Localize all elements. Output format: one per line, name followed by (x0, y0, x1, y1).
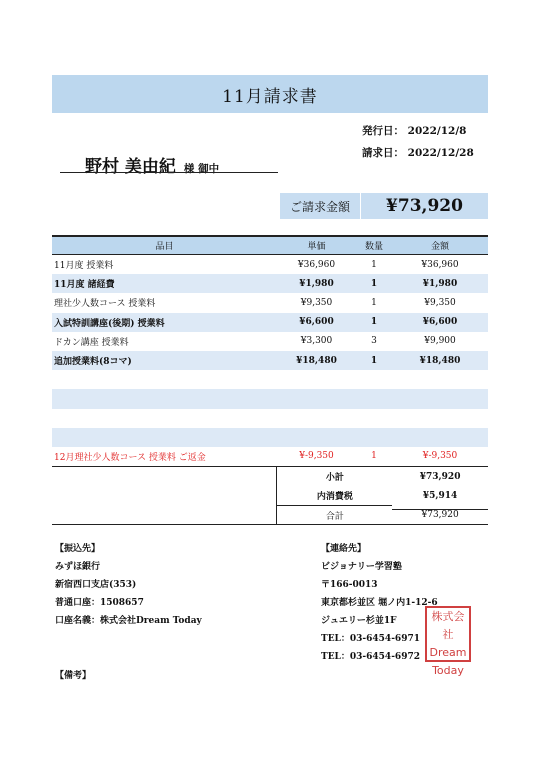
contact-line: ビジョナリー学習塾 (321, 562, 402, 572)
dates-block (362, 120, 474, 164)
table-row (52, 274, 488, 293)
row-amount: ¥36,960 (421, 259, 459, 270)
total-label: ご請求金額 (289, 199, 350, 214)
row-quantity: 1 (370, 355, 378, 366)
grand-total-value: ¥73,920 (392, 509, 488, 520)
row-item: ドカン講座 授業料 (54, 337, 129, 348)
total-amount-box (280, 193, 488, 219)
table-row (52, 293, 488, 312)
memo-heading: 【備考】 (55, 671, 92, 681)
contact-line: ジュエリー杉並1F (321, 616, 397, 626)
row-unit-price: ¥-9,350 (299, 451, 334, 462)
billing-date: 請求日： 2022/12/28 (362, 147, 474, 159)
row-amount: ¥6,600 (422, 317, 458, 328)
row-amount: ¥-9,350 (422, 451, 458, 462)
row-item: 11月度 諸経費 (54, 280, 115, 291)
row-amount: ¥18,480 (419, 355, 461, 366)
refund-row (52, 447, 488, 467)
invoice-title: 11月請求書 (222, 86, 318, 107)
row-item: 11月度 授業料 (54, 261, 114, 272)
header-item: 品目 (155, 242, 174, 252)
row-quantity: 3 (371, 336, 377, 347)
contact-line: 東京都杉並区 堀ノ内1-12-6 (321, 598, 438, 608)
row-amount: ¥9,900 (424, 336, 456, 347)
total-value: ¥73,920 (386, 196, 463, 216)
table-header (52, 235, 488, 255)
header-unit-price: 単価 (307, 242, 326, 252)
issue-date: 発行日： 2022/12/8 (362, 125, 467, 137)
row-amount: ¥1,980 (422, 278, 458, 289)
recipient-name: 野村 美由紀 (85, 157, 176, 177)
header-quantity: 数量 (364, 242, 383, 252)
table-row (52, 255, 488, 274)
row-quantity: 1 (371, 451, 377, 462)
table-row (52, 351, 488, 370)
row-quantity: 1 (371, 297, 377, 308)
row-quantity: 1 (370, 278, 378, 289)
bank-line: 新宿西口支店(353) (55, 580, 137, 590)
bank-line: 普通口座：1508657 (55, 598, 144, 608)
line-items-table (52, 235, 488, 525)
bank-line: 口座名義：株式会社Dream Today (55, 616, 202, 626)
row-unit-price: ¥6,600 (299, 317, 334, 328)
row-unit-price: ¥3,300 (300, 336, 333, 347)
contact-line: 〒166-0013 (321, 580, 378, 590)
contact-info (321, 540, 438, 666)
recipient-underline (60, 172, 278, 173)
subtotal-value: ¥73,920 (419, 471, 461, 482)
table-row (52, 389, 488, 408)
subtotal-row (52, 467, 488, 486)
subtotal-label: 小計 (276, 467, 392, 486)
row-quantity: 1 (370, 317, 378, 328)
header-amount: 金額 (430, 242, 449, 252)
table-row (52, 332, 488, 351)
grand-total-row (52, 505, 488, 525)
table-row (52, 409, 488, 428)
contact-line: TEL：03-6454-6972 (321, 652, 420, 662)
contact-heading: 【連絡先】 (321, 544, 367, 554)
grand-total-label: 合計 (276, 505, 392, 525)
table-row (52, 370, 488, 389)
row-amount: ¥9,350 (424, 297, 456, 308)
bank-line: みずほ銀行 (55, 562, 101, 572)
row-item: 入試特訓講座(後期) 授業料 (54, 318, 165, 329)
invoice-title-band (52, 75, 488, 113)
recipient (85, 152, 219, 177)
row-quantity: 1 (371, 259, 377, 270)
tax-value: ¥5,914 (422, 490, 458, 501)
table-row (52, 313, 488, 332)
row-unit-price: ¥18,480 (296, 355, 337, 366)
bank-heading: 【振込先】 (55, 544, 101, 554)
row-unit-price: ¥36,960 (297, 259, 336, 270)
bank-info (55, 540, 202, 630)
tax-label: 内消費税 (276, 486, 392, 505)
recipient-honorific: 様 御中 (183, 163, 220, 175)
row-item: 理社少人数コース 授業料 (54, 299, 156, 310)
row-unit-price: ¥9,350 (300, 297, 333, 308)
row-item: 追加授業料(8コマ) (54, 357, 132, 368)
company-seal-stamp: 株式会社 Dream Today (425, 606, 471, 662)
table-row (52, 428, 488, 447)
row-item: 12月理社少人数コース 授業料 ご返金 (54, 452, 206, 463)
row-unit-price: ¥1,980 (299, 278, 334, 289)
tax-row (52, 486, 488, 505)
contact-line: TEL：03-6454-6971 (321, 634, 420, 644)
